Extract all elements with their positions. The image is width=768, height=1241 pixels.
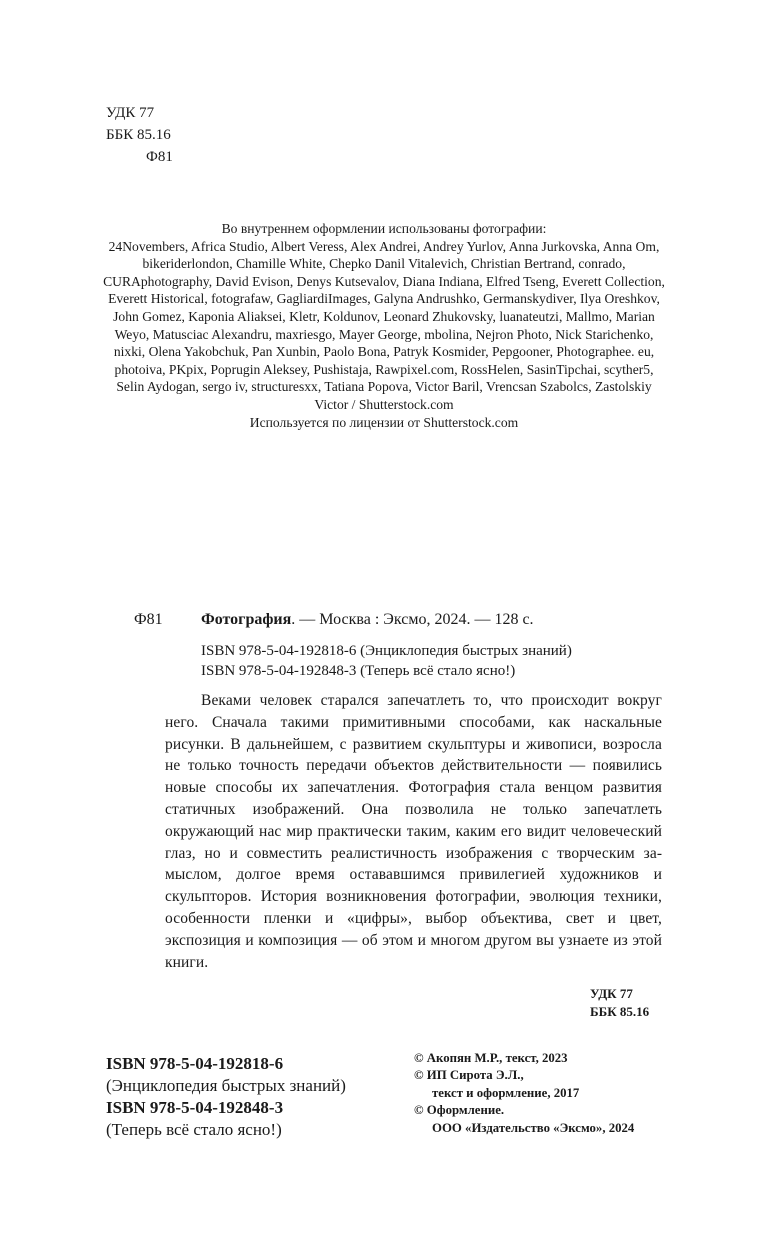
copyright-block	[414, 1050, 634, 1137]
photo-credits-license: Используется по лицензии от Shutterstock.com	[249, 414, 519, 430]
book-imprint: . — Москва : Эксмо, 2024. — 128 с.	[291, 611, 534, 628]
author-mark: Ф81	[146, 149, 173, 165]
copyright-line-2: © ИП Сирота Э.Л.,	[414, 1068, 524, 1083]
photo-credits-names: 24Novembers, Africa Studio, Albert Veress, Alex Andrei, Andrey Yurlov, Anna Jurkovska, Anna Om, bikeriderlondon, Chamille White, Chepko Danil Vitalevich, Christian Bertrand, conrado, CURAphotography, David Evison, Denys Kutsevalov, Diana Indiana, Elfred Tseng, Everett Collection, Everett Historical, fotografaw, GagliardiImages, Galyna Andrushko, Germanskydiver, Ilya Oreshkov, John Gomez, Kaponia Aliaksei, Kletr, Koldunov, Leonard Zhukovsky, luanateutzi, Mallmo, Marian Weyo, Matusciac Alexandru, maxriesgo, Mayer George, mbolina, Nejron Photo, Nick Starichenko, nixki, Olena Yakobchuk, Pan Xunbin, Paolo Bona, Patryk Kosmider, Pepgooner, Photographee. eu, photoiva, PKpix, Poprugin Aleksey, Pushistaja, Rawpixel.com, RossHelen, SasinTipchai, scyther5, Selin Aydogan, sergo iv, structuresxx, Tatiana Popova, Victor Baril, Vrencsan Szabolcs, Zastolskiy Victor / Shutterstock.com	[103, 238, 665, 412]
bbk-code: ББК 85.16	[106, 127, 171, 143]
bibliography-isbn-2: ISBN 978-5-04-192848-3 (Теперь всё стало ясно!)	[201, 663, 516, 679]
isbn-2: ISBN 978-5-04-192848-3	[106, 1098, 284, 1117]
bibliography-title-line	[201, 608, 661, 632]
photo-credits	[100, 220, 668, 431]
copyright-line-1: © Акопян М.Р., текст, 2023	[414, 1051, 568, 1065]
book-title: Фотография	[201, 611, 292, 628]
copyright-line-3: текст и оформление, 2017	[432, 1085, 580, 1100]
classification-codes	[106, 102, 173, 168]
isbn-1: ISBN 978-5-04-192818-6	[106, 1054, 284, 1073]
classification-right	[590, 985, 649, 1021]
series-1: (Энциклопедия быстрых знаний)	[106, 1076, 346, 1095]
bibliography-isbn-lines	[201, 641, 572, 681]
photo-credits-intro: Во внутреннем оформлении использованы фотографии:	[221, 221, 547, 236]
bibliography-code: Ф81	[134, 611, 163, 628]
bibliography-isbn-1: ISBN 978-5-04-192818-6 (Энциклопедия быстрых знаний)	[201, 643, 572, 659]
book-annotation: Веками человек старался запечатлеть то, что происходит вокруг него. Сначала такими примитивными способами, как наскальные рисунки. В дальнейшем, с развитием скульптуры и живописи, возросла не только точность передачи объектов действительности — появились новые способы их запечатления. Фотография стала венцом развития статичных изображений. Она позволила не только запечатлеть окружающий нас мир практически таким, каким его видит человеческий глаз, но и совместить реалистичность изображения с творческим замыслом, долгое время остававшимся привилегией художников и скульпторов. История возникновения фотографии, эволюция техники, особенности пленки и «цифры», выбор объектива, свет и цвет, экспозиция и композиция — об этом и многом другом вы узнаете из этой книги.	[165, 692, 662, 971]
udk-code-right: УДК 77	[590, 986, 633, 1001]
copyright-line-4: © Оформление.	[414, 1103, 505, 1118]
bibliography-record	[201, 608, 661, 632]
series-2: (Теперь всё стало ясно!)	[106, 1120, 282, 1139]
isbn-block	[106, 1053, 346, 1141]
copyright-line-5: ООО «Издательство «Эксмо», 2024	[432, 1120, 635, 1135]
udk-code: УДК 77	[106, 105, 155, 121]
bbk-code-right: ББК 85.16	[590, 1004, 650, 1019]
